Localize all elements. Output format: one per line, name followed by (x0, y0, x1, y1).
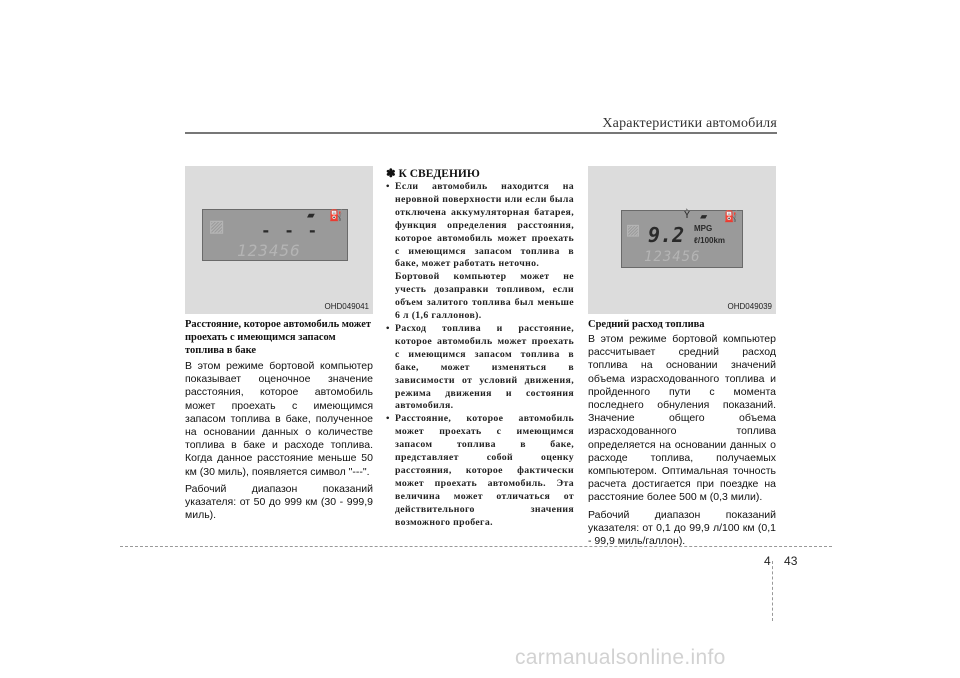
left-lcd-screen (202, 209, 348, 261)
page-number-value: 43 (784, 554, 798, 568)
range-body (185, 360, 373, 522)
figure-code: OHD049041 (324, 302, 369, 311)
fuel-pump-icon: ⛽ (724, 210, 738, 223)
range-heading: Расстояние, которое автомобиль может проехать с имеющимся запасом топлива в баке (185, 319, 372, 356)
notice-heading: ✽ К СВЕДЕНИЮ (386, 168, 480, 180)
figure-code: OHD049039 (727, 302, 772, 311)
ghost-segment-icon: ▨ (627, 217, 640, 241)
ghost-segment-icon: ▨ (210, 214, 224, 239)
footer-rule (120, 546, 832, 547)
notice-paragraph: Если автомобиль находится на неровной поверхности или если была отключена аккумуляторная батарея, функция определения расстояния, которое автомобиль может проехать с имеющимся запасом топлива в баке, может работать неточно. (395, 181, 574, 270)
notice-paragraph: Расстояние, которое автомобиль может проехать с имеющимся запасом топлива в баке, представляет собой оценку расстояния, которое фактически может проехать автомобиль. Эта величина может отличаться от действительного значения возможного пробега. (395, 413, 574, 528)
watermark: carmanualsonline.info (515, 646, 726, 669)
notice-item (386, 413, 574, 529)
unit-mpg: MPG (694, 224, 713, 233)
range-paragraph: В этом режиме бортовой компьютер показывает оценочное значение расстояния, которое автомобиль может проехать с имеющимся запасом топлива в баке, полученное на основании данных о количестве топлива в баке и расходе топлива. Когда данное расстояние меньше 50 км (30 миль), появляется символ "---". (185, 360, 373, 478)
right-display-figure (588, 166, 776, 314)
consumption-paragraph: Рабочий диапазон показаний указателя: от 0,1 до 99,9 л/100 км (0,1 - 99,9 миль/галлон). (588, 508, 776, 548)
car-icon: ▰ (700, 209, 708, 223)
unit-l-per-100km: ℓ/100km (694, 236, 726, 245)
left-display-figure (185, 166, 373, 314)
fuel-pump-icon: ⛽ (329, 209, 343, 222)
average-consumption-body (588, 333, 776, 548)
notice-list (386, 181, 574, 529)
left-column (185, 318, 373, 526)
right-column (588, 318, 776, 552)
odometer-ghost: 123456 (237, 241, 301, 260)
page-number (764, 554, 797, 568)
notice-paragraph: Расход топлива и расстояние, которое автомобиль может проехать с имеющимся запасом топлива в баке, может изменяться в зависимости от условий движения, режима движения и состояния автомобиля. (395, 322, 574, 412)
odometer-ghost: 123456 (644, 249, 701, 265)
range-paragraph: Рабочий диапазон показаний указателя: от 50 до 999 км (30 - 999,9 миль). (185, 482, 373, 522)
notice-item (386, 323, 574, 413)
average-consumption-value: 9.2 (648, 223, 685, 247)
service-icon: Ỳ (684, 210, 691, 221)
header-rule (185, 132, 777, 134)
range-value: - - - (261, 221, 320, 240)
notice-column (386, 166, 574, 529)
bullet: • (386, 413, 390, 425)
notice-paragraph: Бортовой компьютер может не учесть дозаправки топливом, если объем залитого топлива был меньше 6 л (1,6 галлонов). (395, 271, 574, 322)
notice-item (386, 181, 574, 323)
chapter-number: 4 (764, 554, 771, 568)
right-lcd-screen (621, 210, 743, 268)
consumption-paragraph: В этом режиме бортовой компьютер рассчитывает средний расход топлива на основании значений объема израсходованного топлива и пройденного пути с момента последнего обнуления показаний. Значение общего объема израсходованного топлива определяется на основании данных о расходе топлива, получаемых компьютером. Оптимальная точность расчета достигается при поездке на расстояние более 500 м (0,3 мили). (588, 333, 776, 504)
page-number-separator (772, 561, 774, 621)
bullet: • (386, 322, 390, 334)
bullet: • (386, 181, 390, 192)
car-icon: ▰ (307, 208, 315, 223)
average-consumption-heading: Средний расход топлива (588, 319, 705, 330)
section-title: Характеристики автомобиля (602, 116, 777, 131)
